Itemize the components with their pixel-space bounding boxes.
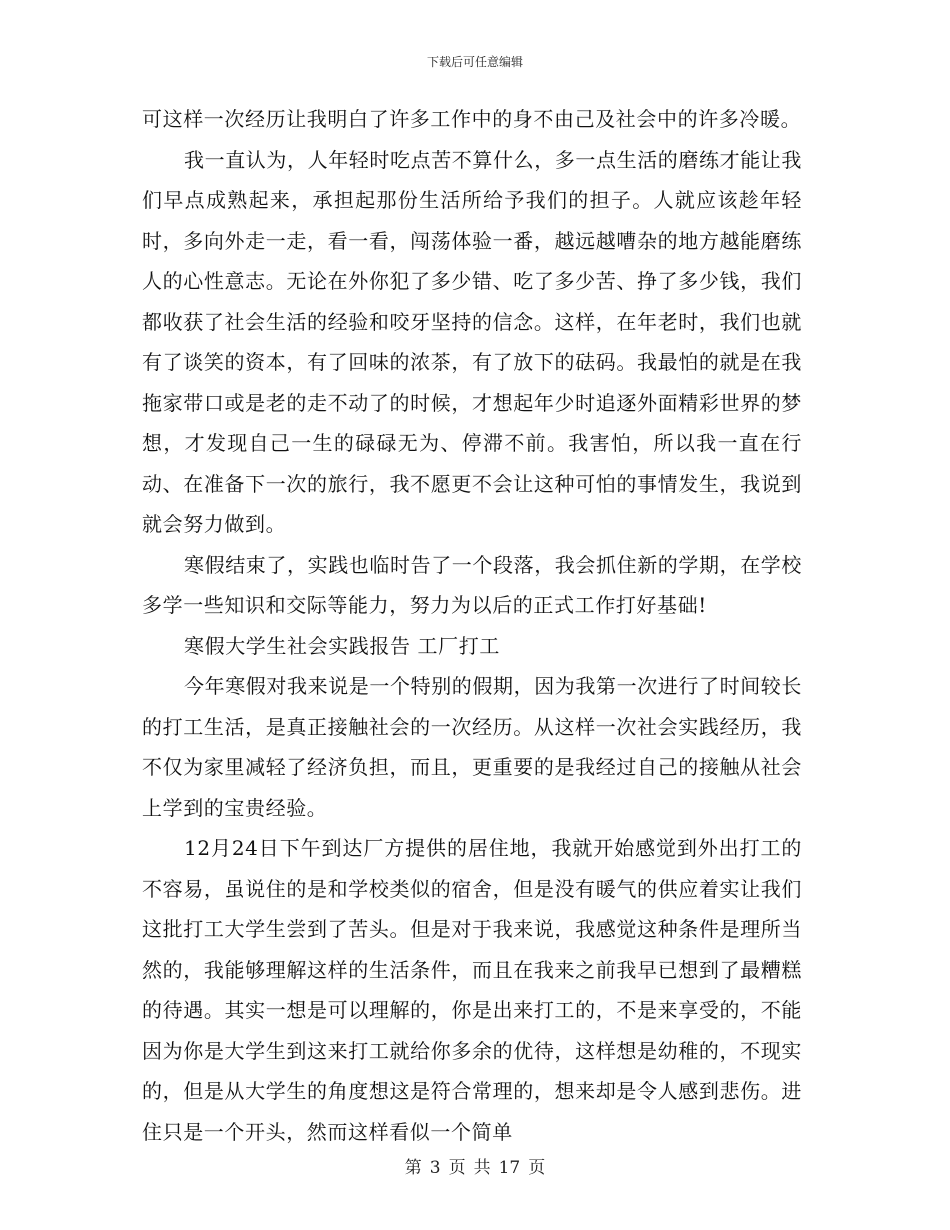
paragraph-3: 寒假结束了，实践也临时告了一个段落，我会抓住新的学期，在学校多学一些知识和交际等能力，努力为以后的正式工作打好基础! [142, 552, 802, 617]
paragraph-4: 今年寒假对我来说是一个特别的假期，因为我第一次进行了时间较长的打工生活，是真正接触社会的一次经历。从这样一次社会实践经历，我不仅为家里减轻了经济负担，而且，更重要的是我经过自己的接触从社会上学到的宝贵经验。 [142, 674, 802, 820]
footer-current-page: 3 [429, 1158, 441, 1178]
footer-prefix: 第 [404, 1158, 422, 1178]
footer-suffix: 页 [528, 1158, 546, 1178]
paragraph-5: 12月24日下午到达厂方提供的居住地，我就开始感觉到外出打工的不容易，虽说住的是和学校类似的宿舍，但是没有暖气的供应着实让我们这批打工大学生尝到了苦头。但是对于我来说，我感觉这种条件是理所当然的，我能够理解这样的生活条件，而且在我来之前我早已想到了最糟糕的待遇。其实一想是可以理解的，你是出来打工的，不是来享受的，不能因为你是大学生到这来打工就给你多余的优待，这样想是幼稚的，不现实的，但是从大学生的角度想这是符合常理的，想来却是令人感到悲伤。进住只是一个开头，然而这样看似一个简单 [142, 836, 802, 1144]
section-heading: 寒假大学生社会实践报告 工厂打工 [184, 633, 500, 658]
footer-page-label: 页 [448, 1158, 466, 1178]
paragraph-1: 可这样一次经历让我明白了许多工作中的身不由己及社会中的许多冷暖。 [142, 107, 802, 131]
footer-total-label: 共 [473, 1158, 491, 1178]
body-text [142, 99, 802, 1152]
header-note: 下载后可任意编辑 [426, 55, 523, 69]
paragraph-2: 我一直认为，人年轻时吃点苦不算什么，多一点生活的磨练才能让我们早点成熟起来，承担起那份生活所给予我们的担子。人就应该趁年轻时，多向外走一走，看一看，闯荡体验一番，越远越嘈杂的地方越能磨练人的心性意志。无论在外你犯了多少错、吃了多少苦、挣了多少钱，我们都收获了社会生活的经验和咬牙坚持的信念。这样，在年老时，我们也就有了谈笑的资本，有了回味的浓茶，有了放下的砝码。我最怕的就是在我拖家带口或是老的走不动了的时候，才想起年少时追逐外面精彩世界的梦想，才发现自己一生的碌碌无为、停滞不前。我害怕，所以我一直在行动、在准备下一次的旅行，我不愿更不会让这种可怕的事情发生，我说到就会努力做到。 [142, 147, 802, 536]
page-footer [0, 1153, 950, 1178]
footer-total-pages: 17 [498, 1158, 521, 1178]
